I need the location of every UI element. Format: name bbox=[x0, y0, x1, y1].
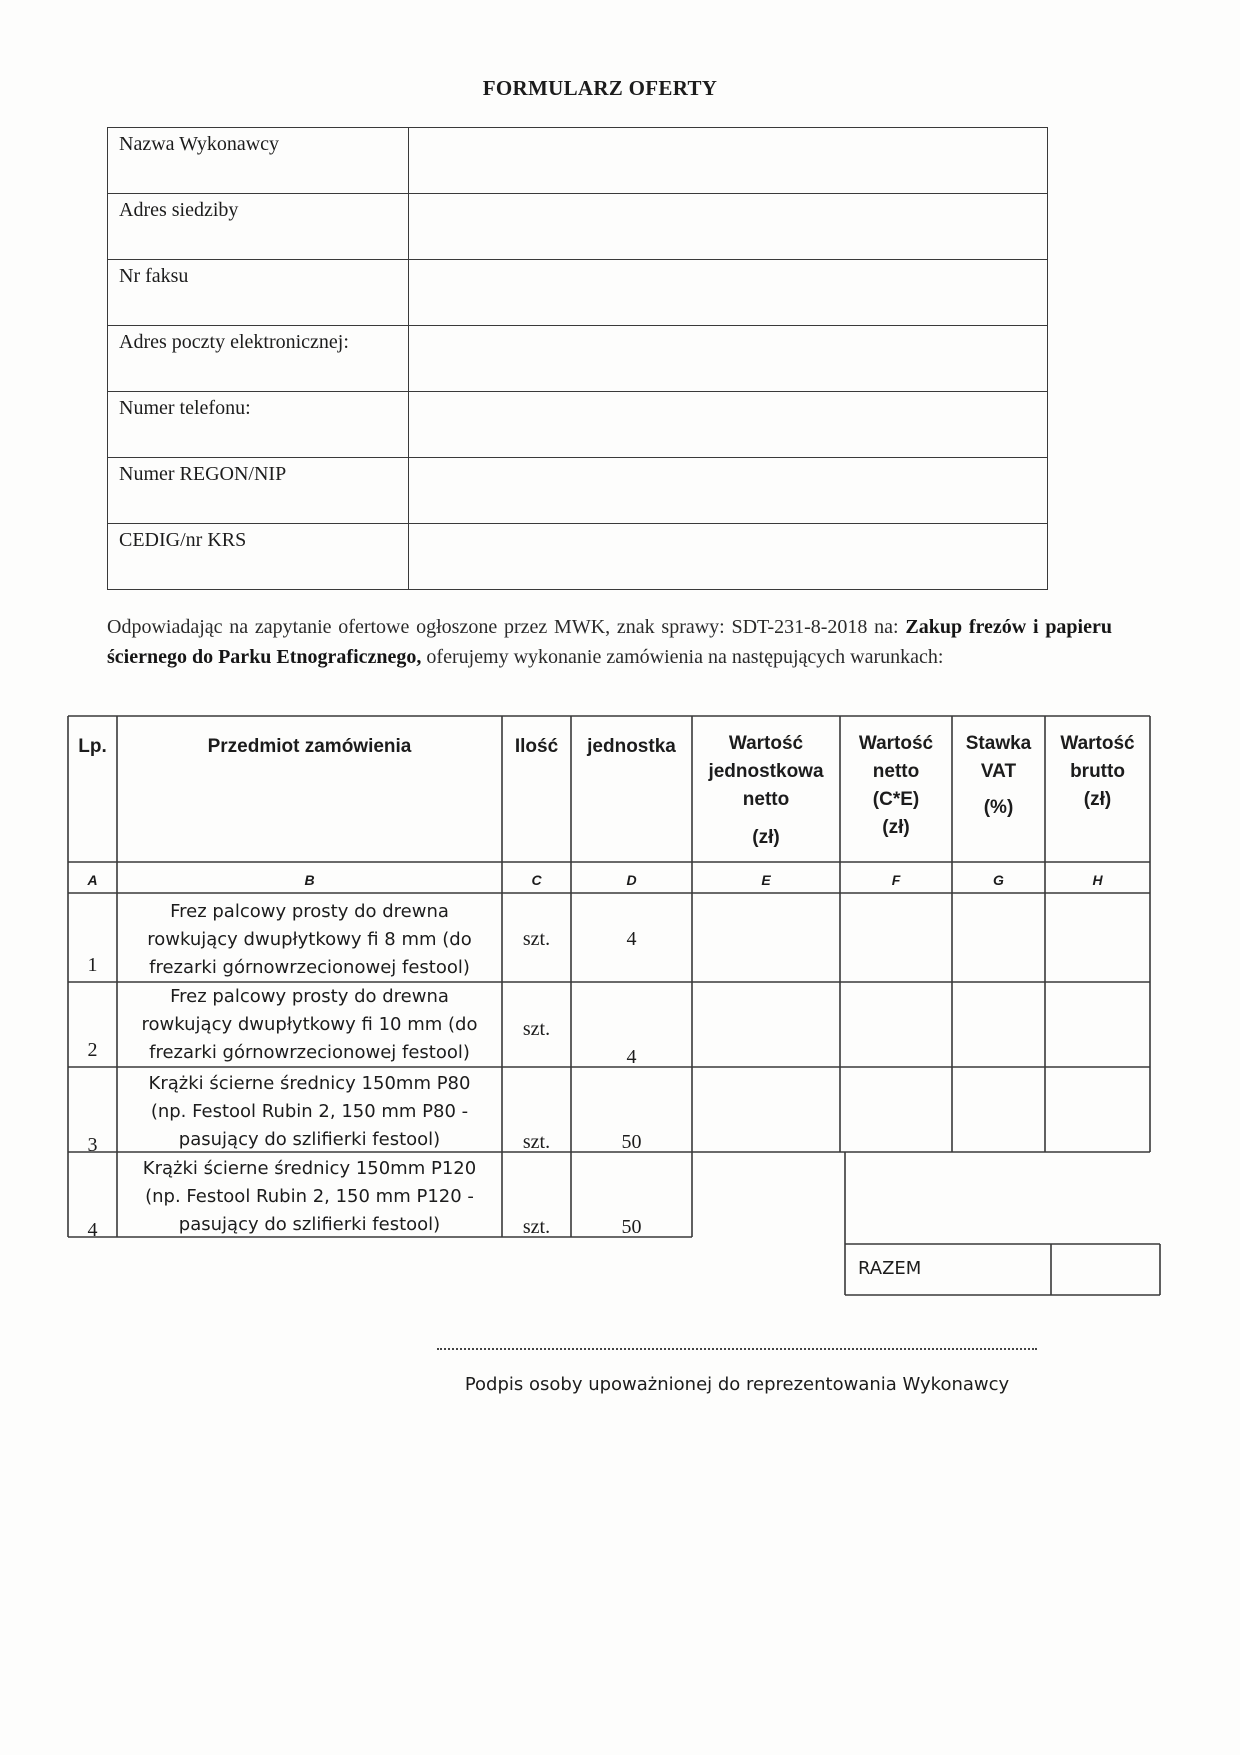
column-letter: A bbox=[87, 872, 98, 888]
signature-caption: Podpis osoby upoważnionej do reprezentowania Wykonawcy bbox=[464, 1374, 1010, 1395]
quantity-cell: szt. bbox=[522, 1131, 551, 1153]
address-label: Adres siedziby bbox=[108, 194, 409, 260]
signature-line[interactable] bbox=[437, 1342, 1037, 1350]
header-net-line2: netto bbox=[872, 761, 920, 782]
phone-field[interactable] bbox=[408, 392, 1047, 458]
fax-label: Nr faksu bbox=[108, 260, 409, 326]
header-gross-line2: brutto bbox=[1070, 761, 1125, 782]
contractor-row bbox=[108, 194, 1048, 260]
header-unit-net-line4: (zł) bbox=[752, 827, 780, 848]
header-vat-line2: VAT bbox=[980, 761, 1017, 782]
header-vat-rate bbox=[952, 730, 1045, 822]
header-unit: jednostka bbox=[587, 736, 676, 757]
contractor-row bbox=[108, 392, 1048, 458]
header-unit-net-line1: Wartość bbox=[728, 733, 804, 754]
item-description-line: Krążki ścierne średnicy 150mm P120 bbox=[142, 1158, 477, 1179]
column-letter: E bbox=[761, 872, 771, 888]
item-description-line: frezarki górnowrzecionowej festool) bbox=[149, 1042, 470, 1063]
unit-cell: 4 bbox=[626, 1046, 637, 1068]
header-item: Przedmiot zamówienia bbox=[207, 736, 412, 757]
contractor-row bbox=[108, 260, 1048, 326]
phone-label: Numer telefonu: bbox=[108, 392, 409, 458]
contractor-row bbox=[108, 326, 1048, 392]
item-description-line: Frez palcowy prosty do drewna bbox=[170, 986, 449, 1007]
item-description bbox=[117, 898, 502, 982]
header-net-value bbox=[840, 730, 952, 842]
total-label: RAZEM bbox=[858, 1258, 922, 1279]
item-description-line: (np. Festool Rubin 2, 150 mm P120 - bbox=[145, 1186, 474, 1207]
row-number: 3 bbox=[87, 1134, 98, 1156]
quantity-cell: szt. bbox=[522, 928, 551, 950]
unit-cell: 4 bbox=[626, 928, 637, 950]
item-description-line: pasujący do szlifierki festool) bbox=[178, 1129, 441, 1150]
unit-cell: 50 bbox=[621, 1216, 642, 1238]
cedig-krs-label: CEDIG/nr KRS bbox=[108, 524, 409, 590]
page-title: FORMULARZ OFERTY bbox=[482, 76, 718, 100]
column-letter: C bbox=[531, 872, 542, 888]
unit-cell: 50 bbox=[621, 1131, 642, 1153]
header-gross-value bbox=[1045, 730, 1150, 814]
email-label: Adres poczty elektronicznej: bbox=[108, 326, 409, 392]
header-gross-line3: (zł) bbox=[1083, 789, 1112, 810]
item-description-line: pasujący do szlifierki festool) bbox=[178, 1214, 441, 1235]
intro-text-start: Odpowiadając na zapytanie ofertowe ogłoszone przez MWK, znak sprawy: SDT-231-8-2018 na: bbox=[107, 616, 899, 638]
item-description-line: frezarki górnowrzecionowej festool) bbox=[149, 957, 470, 978]
item-description bbox=[117, 1070, 502, 1154]
column-letter: B bbox=[304, 872, 315, 888]
intro-paragraph bbox=[107, 612, 1112, 672]
column-letter: G bbox=[993, 872, 1004, 888]
quantity-cell: szt. bbox=[522, 1216, 551, 1238]
intro-text-end: oferujemy wykonanie zamówienia na następujących warunkach: bbox=[426, 646, 944, 668]
fax-field[interactable] bbox=[408, 260, 1047, 326]
row-number: 4 bbox=[87, 1219, 98, 1241]
contractor-row bbox=[108, 128, 1048, 194]
header-net-line4: (zł) bbox=[882, 817, 910, 838]
header-quantity: Ilość bbox=[514, 736, 559, 757]
quantity-cell: szt. bbox=[522, 1018, 551, 1040]
contractor-row bbox=[108, 524, 1048, 590]
header-net-line1: Wartość bbox=[858, 733, 934, 754]
item-description-line: rowkujący dwupłytkowy fi 10 mm (do bbox=[141, 1014, 478, 1035]
header-unit-net-line2: jednostkowa bbox=[708, 761, 824, 782]
contractor-row bbox=[108, 458, 1048, 524]
header-gross-line1: Wartość bbox=[1060, 733, 1135, 754]
contractor-info-table bbox=[107, 127, 1048, 590]
item-description bbox=[117, 983, 502, 1067]
contractor-name-field[interactable] bbox=[408, 128, 1047, 194]
header-unit-net-value bbox=[692, 730, 840, 852]
header-vat-line1: Stawka bbox=[965, 733, 1032, 754]
item-description-line: Frez palcowy prosty do drewna bbox=[170, 901, 449, 922]
column-letter: F bbox=[891, 872, 901, 888]
column-letter: H bbox=[1092, 872, 1103, 888]
item-description-line: Krążki ścierne średnicy 150mm P80 bbox=[148, 1073, 471, 1094]
column-letter: D bbox=[626, 872, 637, 888]
header-lp: Lp. bbox=[78, 736, 107, 757]
regon-nip-field[interactable] bbox=[408, 458, 1047, 524]
header-net-line3: (C*E) bbox=[872, 789, 920, 810]
address-field[interactable] bbox=[408, 194, 1047, 260]
contractor-name-label: Nazwa Wykonawcy bbox=[108, 128, 409, 194]
row-number: 2 bbox=[87, 1039, 98, 1061]
cedig-krs-field[interactable] bbox=[408, 524, 1047, 590]
email-field[interactable] bbox=[408, 326, 1047, 392]
header-vat-line3: (%) bbox=[983, 797, 1014, 818]
intro-subject: Zakup frezów i papieru ściernego do Parku Etnograficznego, bbox=[107, 616, 1112, 668]
item-description-line: (np. Festool Rubin 2, 150 mm P80 - bbox=[150, 1101, 469, 1122]
regon-nip-label: Numer REGON/NIP bbox=[108, 458, 409, 524]
header-unit-net-line3: netto bbox=[742, 789, 790, 810]
item-description-line: rowkujący dwupłytkowy fi 8 mm (do bbox=[147, 929, 472, 950]
row-number: 1 bbox=[87, 954, 98, 976]
item-description bbox=[117, 1155, 502, 1239]
